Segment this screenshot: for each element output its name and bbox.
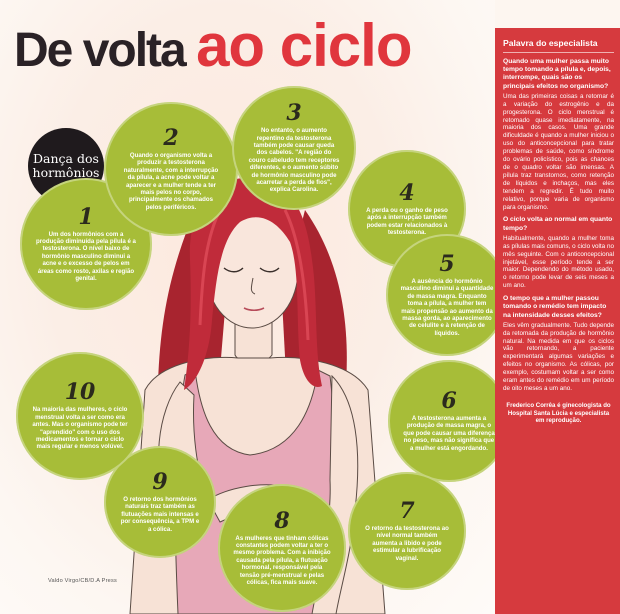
circle-number: 3 [286, 100, 302, 127]
question-1: Quando uma mulher passa muito tempo tomando a pílula e, depois, interrompe, quais são os principais efeitos no organismo? [503, 58, 611, 90]
circle-text: O retorno dos hormônios naturais traz também as flutuações mais intensas e por consequência, a TPM e a cólica. [120, 495, 200, 533]
circle-number: 5 [439, 250, 455, 277]
circle-text: O retorno da testosterona ao nível normal também aumenta a libido e pode estimular a lubrificação vaginal. [365, 524, 449, 562]
circle-number: 7 [399, 497, 415, 524]
circle-number: 10 [64, 379, 96, 406]
circle-number: 6 [441, 387, 457, 414]
circle-text: Um dos hormônios com a produção diminuída pela pílula é a testosterona. O nível baixo de hormônio masculino diminui a acne e o excesso de pelos em áreas como rosto, axilas e região genital. [36, 230, 136, 283]
badge-line-1: Dança dos [33, 151, 99, 166]
answer-2: Habitualmente, quando a mulher toma as pílulas mais comuns, o ciclo volta no mês seguinte. Com o anticoncepcional injetável, esse período tende a ser maior. Dependendo do método usado, o retorno pode levar de seis meses a um ano. [503, 234, 614, 290]
question-2: O ciclo volta ao normal em quanto tempo? [503, 216, 613, 232]
circle-number: 2 [163, 124, 179, 151]
title-part-1: De volta [14, 24, 197, 77]
title-part-2: ao ciclo [196, 12, 412, 79]
circle-text: No entanto, o aumento repentino da testosterona também pode causar queda dos cabelos. "A região do couro cabeludo tem receptores diferentes, e o aumento súbito de hormônio masculino pode acarretar a perda de fios", explica Carolina. [248, 127, 340, 194]
circle-number: 8 [274, 507, 290, 534]
hormone-circle-7 [348, 472, 466, 590]
illustration-credit: Valdo Virgo/CB/D.A Press [48, 578, 117, 584]
hormone-circle-3 [232, 86, 356, 210]
hormone-circle-5 [386, 234, 508, 356]
answer-1: Uma das primeiras coisas a retornar é a variação do estrogênio e da progesterona. O ciclo menstrual é retomado quase imediatamente, na maioria dos casos. Uma grande dificuldade é quando a mulher iniciou o uso do anticoncepcional para tratar problemas de saúde, como síndrome do ovário policístico, pois as chances de o quadro voltar são imensas. A pílula traz transtornos, como retenção de líquidos e inchaços, mas eles tendem a regredir. É tudo muito relativo, porque varia de organismo para organismo. [503, 92, 614, 211]
circle-text: Quando o organismo volta a produzir a testosterona naturalmente, com a interrupção da pílula, a acne pode voltar a aparecer e a mulher tende a ter mais pelos no corpo, principalmente os chamados pelos periféricos. [123, 151, 219, 211]
answer-3: Eles vêm gradualmente. Tudo depende da retomada da produção de hormônio natural. Na medida em que os ciclos vão retornando, a paciente experimentará algumas variações e efeitos no organismo. As cólicas, por exemplo, costumam voltar a ser como eram antes do remédio em um período de oito meses a um ano. [503, 321, 614, 393]
hormone-circle-10 [16, 352, 144, 480]
badge-line-2: hormônios [32, 165, 100, 180]
hormone-circle-6 [388, 360, 510, 482]
circle-text: A perda ou o ganho de peso após a interrupção também podem estar relacionados à testosterona. [366, 206, 448, 236]
circle-text: A testosterona aumenta a produção de massa magra, o que pode causar uma diferença no peso, mas não significa que a mulher está engordando. [403, 414, 495, 452]
circle-number: 9 [152, 468, 168, 495]
circle-number: 1 [78, 203, 94, 230]
expert-sidebar [495, 28, 620, 614]
sidebar-heading: Palavra do especialista [503, 38, 614, 53]
circle-text: A ausência do hormônio masculino diminui a quantidade de massa magra. Enquanto toma a pílula, a mulher tem mais propensão ao aumento da massa gorda, ao aparecimento de celulite e à retenção de líquidos. [400, 277, 494, 337]
hormone-circle-8 [218, 484, 346, 612]
expert-signature: Frederico Corrêa é ginecologista do Hospital Santa Lúcia e especialista em reprodução. [506, 401, 611, 425]
hormone-circle-2 [104, 102, 238, 236]
circle-number: 4 [399, 179, 415, 206]
circle-text: As mulheres que tinham cólicas constantes podem voltar a ter o mesmo problema. Com a inibição causada pela pílula, a flutuação hormonal, responsável pela tensão pré-menstrual e pelas cólicas, fica mais suave. [233, 534, 331, 587]
circle-text: Na maioria das mulheres, o ciclo menstrual volta a ser como era antes. Mas o organismo pode ter "aprendido" com o uso dos medicamentos e tornar o ciclo mais regular e menos volúvel. [32, 406, 128, 451]
question-3: O tempo que a mulher passou tomando o remédio tem impacto na intensidade desses efeitos? [503, 295, 607, 319]
page-title [14, 12, 412, 79]
